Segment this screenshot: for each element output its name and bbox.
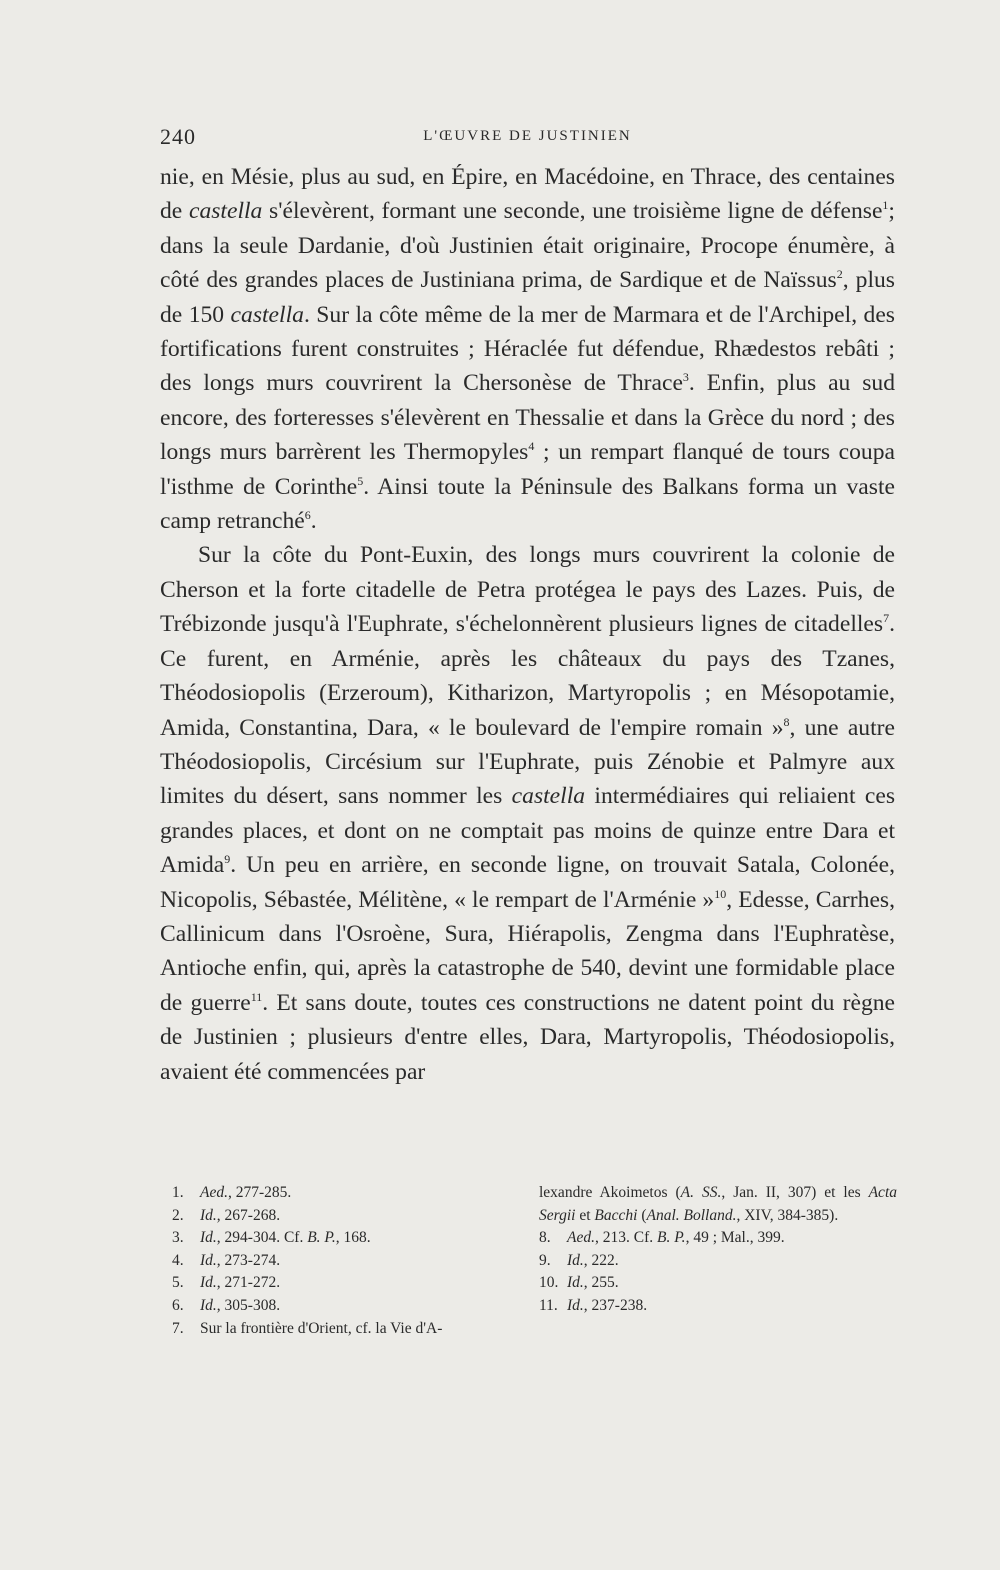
footnote-ref-2[interactable]: 2 <box>836 267 843 282</box>
source-abbrev: Id. <box>567 1296 584 1314</box>
text-run: . Ainsi toute la Péninsule des Balkans forma un vaste camp retranché <box>160 473 895 535</box>
text-run: . <box>310 508 317 535</box>
text-run: Sur la côte du Pont-Euxin, des longs murs couvrirent la colonie de Cherson et la forte citadelle de Petra protégea le pays des Lazes. Puis, de Trébizonde jusqu'à l'Euphrate, s'échelonnèrent plusieurs lignes de citadelles <box>160 542 895 638</box>
footnote-text: , 273-274. <box>216 1251 281 1269</box>
footnote-text: , 237-238. <box>583 1296 648 1314</box>
italic-term: castella <box>511 783 586 810</box>
footnote-ref-4[interactable]: 4 <box>528 439 535 454</box>
footnote-9 <box>539 1250 897 1273</box>
footnote-ref-3[interactable]: 3 <box>682 370 689 385</box>
footnote-text: Sur la frontière d'Orient, cf. la Vie d'A- <box>200 1319 443 1337</box>
footnote-number: 8. <box>539 1229 551 1247</box>
footnote-text: , 271-272. <box>216 1274 281 1292</box>
footnote-number: 3. <box>172 1229 184 1247</box>
text-run: , une autre Théodosiopolis, Circésium sur l'Euphrate, puis Zénobie et Palmyre aux limites du désert, sans nommer les <box>160 714 895 810</box>
running-title: L'ŒUVRE DE JUSTINIEN <box>423 128 632 144</box>
footnote-ref-6[interactable]: 6 <box>304 508 311 523</box>
footnotes <box>172 1182 897 1340</box>
source-abbrev: Id. <box>200 1251 217 1269</box>
footnote-8 <box>539 1227 897 1250</box>
footnote-text: , 255. <box>583 1274 619 1292</box>
footnote-7 <box>172 1318 512 1341</box>
footnote-1 <box>172 1182 512 1205</box>
source-abbrev: B. P. <box>656 1229 686 1247</box>
footnote-number: 10. <box>539 1274 559 1292</box>
footnote-number: 1. <box>172 1184 184 1201</box>
paragraph-1 <box>160 160 895 538</box>
footnote-5 <box>172 1272 512 1295</box>
footnote-number: 9. <box>539 1251 551 1269</box>
footnote-ref-11[interactable]: 11 <box>250 989 263 1004</box>
source-abbrev: B. P. <box>307 1229 336 1247</box>
footnote-text: , 294-304. Cf. <box>216 1229 308 1247</box>
footnote-text: , 49 ; Mal., 399. <box>685 1229 785 1247</box>
footnote-11 <box>539 1295 897 1318</box>
text-run: . Un peu en arrière, en seconde ligne, on trouvait Satala, Colonée, Nicopolis, Sébastée, Mélitène, « le rempart de l'Arménie » <box>160 852 895 913</box>
text-run: s'élevèrent, formant une seconde, une troisième ligne de défense <box>262 198 883 225</box>
footnote-7-continued <box>539 1182 897 1227</box>
text-run: . Enfin, plus au sud encore, des forteresses s'élevèrent en Thessalie et dans la Grèce du nord ; des longs murs barrèrent les Thermopyles <box>160 370 895 466</box>
source-title: Bacchi <box>594 1206 638 1224</box>
text-run: . Et sans doute, toutes ces constructions ne datent point du règne de Justinien ; plusieurs d'entre elles, Dara, Martyropolis, Théodosiopolis, avaient été commencées par <box>160 989 896 1085</box>
source-abbrev: Id. <box>200 1274 217 1292</box>
text-run: intermédiaires qui reliaient ces grandes places, et dont on ne comptait pas moins de quinze entre Dara et Amida <box>160 783 896 879</box>
footnote-text: , 168. <box>335 1229 371 1247</box>
source-title: Anal. Bolland. <box>646 1206 737 1224</box>
footnote-text: , 267-268. <box>216 1206 281 1224</box>
text-run: nie, en Mésie, plus au sud, en Épire, en Macédoine, en Thrace, des centaines de <box>160 164 895 225</box>
footnote-number: 5. <box>172 1274 184 1292</box>
source-abbrev: Id. <box>567 1251 584 1269</box>
source-abbrev: Id. <box>200 1229 217 1247</box>
footnote-ref-1[interactable]: 1 <box>882 198 889 213</box>
source-abbrev: Id. <box>567 1274 584 1292</box>
footnote-text: , 277-285. <box>227 1184 292 1201</box>
text-run: , plus de 150 <box>160 267 895 328</box>
footnote-text: , 213. Cf. <box>594 1229 657 1247</box>
footnote-ref-9[interactable]: 9 <box>224 852 231 867</box>
italic-term: castella <box>188 198 263 225</box>
footnote-number: 7. <box>172 1319 184 1337</box>
paragraph-2 <box>160 538 895 1089</box>
footnote-number: 11. <box>539 1296 558 1314</box>
footnote-text: , XIV, 384-385). <box>736 1206 839 1224</box>
source-abbrev: Aed. <box>200 1184 228 1201</box>
text-run: ; un rempart flanqué de tours coupa l'isthme de Corinthe <box>160 439 895 500</box>
text-run: . Sur la côte même de la mer de Marmara et de l'Archipel, des fortifications furent construites ; Héraclée fut défendue, Rhædestos rebâti ; des longs murs couvrirent la Chersonèse de Thrace <box>160 301 895 397</box>
source-abbrev: Id. <box>200 1206 217 1224</box>
text-run: . Ce furent, en Arménie, après les châteaux du pays des Tzanes, Théodosiopolis (Erzeroum), Kitharizon, Martyropolis ; en Mésopotamie, Amida, Constantina, Dara, « le boulevard de l'empire romain » <box>160 611 895 741</box>
page-header <box>160 124 895 152</box>
footnote-number: 4. <box>172 1251 184 1269</box>
footnote-number: 6. <box>172 1296 184 1314</box>
footnotes-left-column <box>172 1182 512 1340</box>
footnote-text: lexandre Akoimetos ( <box>539 1184 681 1201</box>
footnote-ref-5[interactable]: 5 <box>357 473 364 488</box>
footnote-ref-10[interactable]: 10 <box>714 886 727 901</box>
italic-term: castella <box>230 301 304 328</box>
footnote-ref-7[interactable]: 7 <box>883 611 890 626</box>
source-abbrev: Id. <box>200 1296 217 1314</box>
footnote-6 <box>172 1295 512 1318</box>
footnote-text: et <box>575 1206 595 1224</box>
source-title: Acta Sergii <box>539 1184 897 1224</box>
footnote-4 <box>172 1250 512 1273</box>
page-number: 240 <box>160 124 196 149</box>
footnote-text: , 305-308. <box>216 1296 281 1314</box>
source-abbrev: A. SS. <box>680 1184 722 1201</box>
footnote-number: 2. <box>172 1206 184 1224</box>
footnote-text: , Jan. II, 307) et les <box>721 1184 869 1201</box>
source-abbrev: Aed. <box>567 1229 595 1247</box>
main-text <box>160 160 895 1089</box>
text-run: , Edesse, Carrhes, Callinicum dans l'Osroène, Sura, Hiérapolis, Zengma dans l'Euphratèse, Antioche enfin, qui, après la catastrophe de 540, devint une formidable place de guerre <box>160 886 895 1016</box>
footnote-3 <box>172 1227 512 1250</box>
footnote-2 <box>172 1205 512 1228</box>
footnote-ref-8[interactable]: 8 <box>783 714 790 729</box>
footnote-text: ( <box>637 1206 647 1224</box>
footnote-10 <box>539 1272 897 1295</box>
footnotes-right-column <box>539 1182 897 1340</box>
footnote-text: , 222. <box>583 1251 619 1269</box>
text-run: ; dans la seule Dardanie, d'où Justinien était originaire, Procope énumère, à côté des grandes places de Justiniana prima, de Sardique et de Naïssus <box>160 198 895 294</box>
